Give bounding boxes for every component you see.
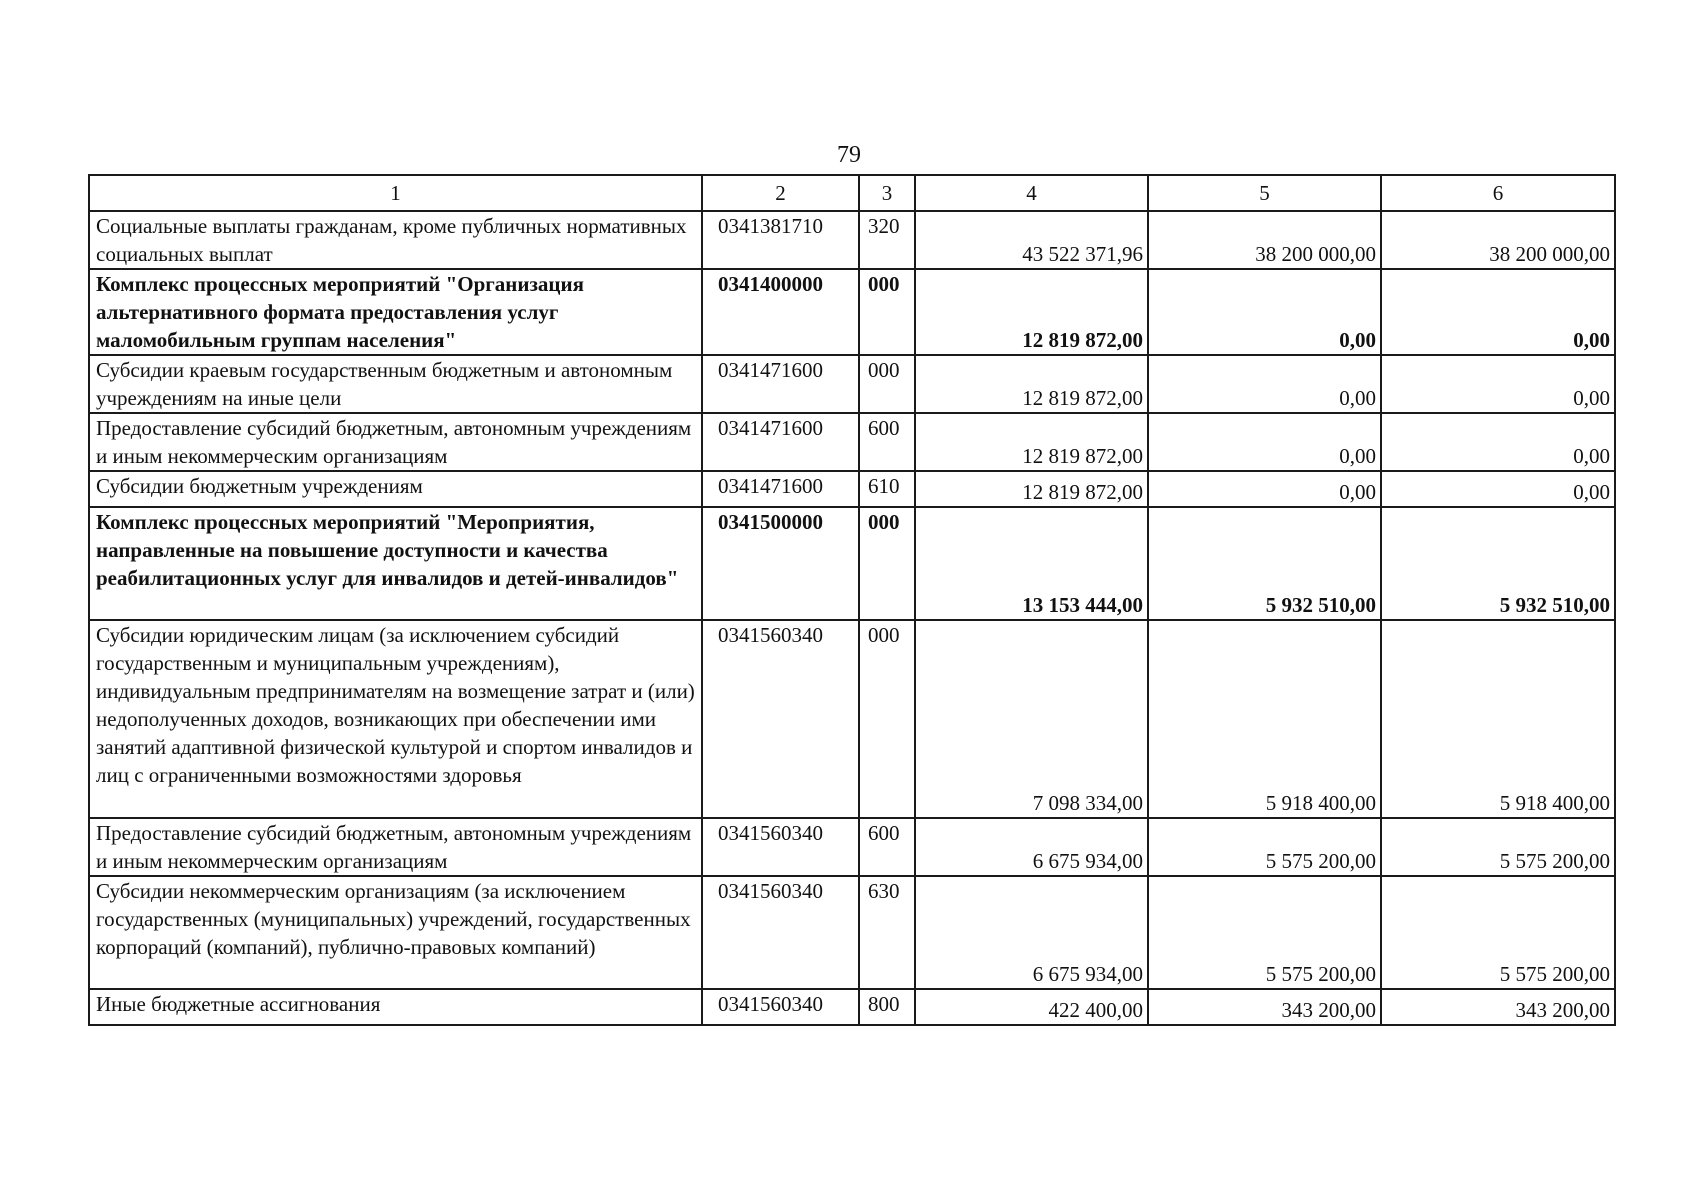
row-amount-col4: 12 819 872,00 (915, 471, 1148, 507)
row-amount-col4: 12 819 872,00 (915, 269, 1148, 355)
table-row (89, 269, 1615, 355)
row-amount-col4: 13 153 444,00 (915, 507, 1148, 620)
row-name: Социальные выплаты гражданам, кроме публичных нормативных социальных выплат (89, 211, 702, 269)
row-amount-col5: 5 918 400,00 (1148, 620, 1381, 818)
row-expense-type: 000 (859, 269, 915, 355)
column-header: 4 (915, 175, 1148, 211)
row-name: Субсидии краевым государственным бюджетным и автономным учреждениям на иные цели (89, 355, 702, 413)
row-name: Иные бюджетные ассигнования (89, 989, 702, 1025)
row-amount-col5: 0,00 (1148, 355, 1381, 413)
row-amount-col4: 6 675 934,00 (915, 818, 1148, 876)
row-code: 0341560340 (702, 989, 859, 1025)
row-code: 0341471600 (702, 471, 859, 507)
row-code: 0341471600 (702, 355, 859, 413)
row-expense-type: 600 (859, 818, 915, 876)
row-amount-col5: 0,00 (1148, 471, 1381, 507)
row-expense-type: 000 (859, 507, 915, 620)
table-row (89, 355, 1615, 413)
column-header: 1 (89, 175, 702, 211)
row-amount-col5: 5 575 200,00 (1148, 818, 1381, 876)
row-expense-type: 000 (859, 355, 915, 413)
row-amount-col6: 0,00 (1381, 269, 1615, 355)
column-header: 6 (1381, 175, 1615, 211)
row-amount-col6: 5 918 400,00 (1381, 620, 1615, 818)
row-amount-col6: 5 932 510,00 (1381, 507, 1615, 620)
row-amount-col5: 0,00 (1148, 269, 1381, 355)
row-code: 0341500000 (702, 507, 859, 620)
table-row (89, 413, 1615, 471)
row-name: Предоставление субсидий бюджетным, автономным учреждениям и иным некоммерческим организациям (89, 818, 702, 876)
row-code: 0341560340 (702, 818, 859, 876)
row-code: 0341560340 (702, 876, 859, 989)
row-expense-type: 630 (859, 876, 915, 989)
table-row (89, 211, 1615, 269)
row-name: Предоставление субсидий бюджетным, автономным учреждениям и иным некоммерческим организациям (89, 413, 702, 471)
row-amount-col6: 5 575 200,00 (1381, 818, 1615, 876)
row-name: Комплекс процессных мероприятий "Организация альтернативного формата предоставления услуг маломобильным группам населения" (89, 269, 702, 355)
table-row (89, 818, 1615, 876)
table-row (89, 507, 1615, 620)
row-amount-col5: 5 932 510,00 (1148, 507, 1381, 620)
row-amount-col4: 12 819 872,00 (915, 413, 1148, 471)
column-header: 3 (859, 175, 915, 211)
row-expense-type: 610 (859, 471, 915, 507)
row-code: 0341400000 (702, 269, 859, 355)
row-amount-col5: 343 200,00 (1148, 989, 1381, 1025)
row-code: 0341471600 (702, 413, 859, 471)
row-name: Субсидии некоммерческим организациям (за исключением государственных (муниципальных) учреждений, государственных корпораций (компаний), публично-правовых компаний) (89, 876, 702, 989)
row-name: Субсидии юридическим лицам (за исключением субсидий государственным и муниципальным учреждениям), индивидуальным предпринимателям на возмещение затрат и (или) недополученных доходов, возникающих при обеспечении ими занятий адаптивной физической культурой и спортом инвалидов и лиц с ограниченными возможностями здоровья (89, 620, 702, 818)
row-amount-col6: 38 200 000,00 (1381, 211, 1615, 269)
row-expense-type: 320 (859, 211, 915, 269)
table-row (89, 471, 1615, 507)
row-amount-col4: 7 098 334,00 (915, 620, 1148, 818)
row-amount-col5: 38 200 000,00 (1148, 211, 1381, 269)
row-expense-type: 000 (859, 620, 915, 818)
row-amount-col5: 0,00 (1148, 413, 1381, 471)
column-header: 2 (702, 175, 859, 211)
row-amount-col5: 5 575 200,00 (1148, 876, 1381, 989)
row-amount-col6: 0,00 (1381, 471, 1615, 507)
budget-table (88, 174, 1616, 1026)
row-name: Комплекс процессных мероприятий "Мероприятия, направленные на повышение доступности и качества реабилитационных услуг для инвалидов и детей-инвалидов" (89, 507, 702, 620)
row-amount-col4: 422 400,00 (915, 989, 1148, 1025)
row-code: 0341560340 (702, 620, 859, 818)
row-expense-type: 800 (859, 989, 915, 1025)
column-header: 5 (1148, 175, 1381, 211)
row-amount-col6: 0,00 (1381, 413, 1615, 471)
row-amount-col4: 12 819 872,00 (915, 355, 1148, 413)
row-expense-type: 600 (859, 413, 915, 471)
row-amount-col4: 6 675 934,00 (915, 876, 1148, 989)
table-header-row (89, 175, 1615, 211)
row-amount-col6: 0,00 (1381, 355, 1615, 413)
table-row (89, 876, 1615, 989)
row-code: 0341381710 (702, 211, 859, 269)
row-amount-col6: 5 575 200,00 (1381, 876, 1615, 989)
table-row (89, 989, 1615, 1025)
row-name: Субсидии бюджетным учреждениям (89, 471, 702, 507)
row-amount-col4: 43 522 371,96 (915, 211, 1148, 269)
row-amount-col6: 343 200,00 (1381, 989, 1615, 1025)
table-row (89, 620, 1615, 818)
page-number: 79 (837, 142, 861, 168)
